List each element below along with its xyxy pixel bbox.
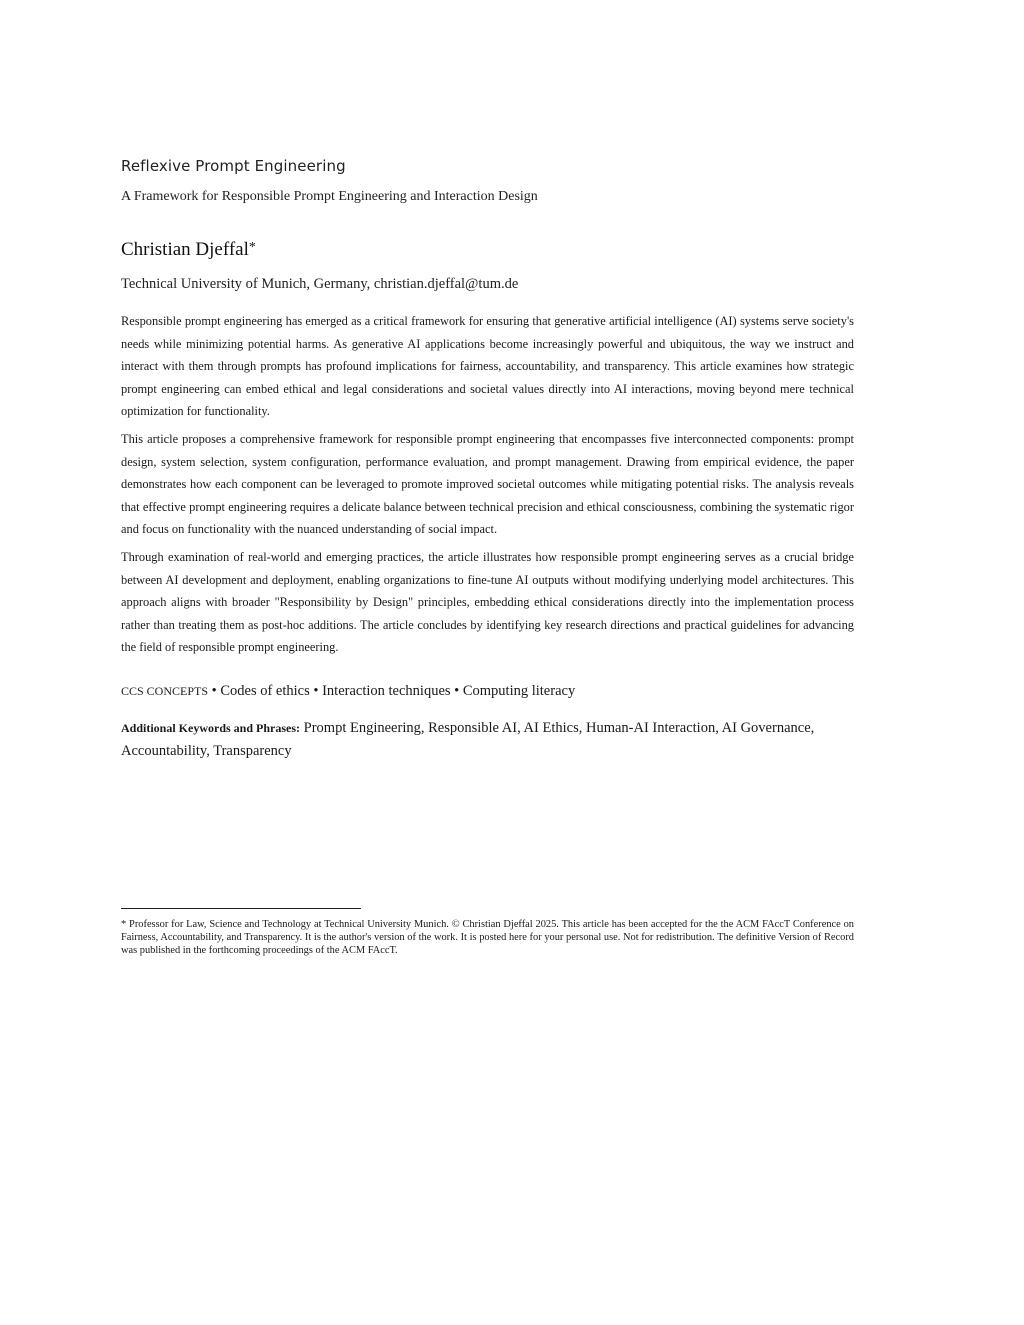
footnote: * Professor for Law, Science and Technology at Technical University Munich. © Christian Djeffal 2025. This article has been accepted for the the ACM FAccT Conference on Fairness, Accountability, and Transparency. It is the author's version of the work. It is posted here for your personal use. Not for redistribution. The definitive Version of Record was published in the forthcoming proceedings of the ACM FAccT. [121,919,854,957]
keywords [121,717,854,763]
ccs-concepts [121,683,854,700]
footnote-divider [121,908,361,909]
keywords-list: Prompt Engineering, Responsible AI, AI Ethics, Human-AI Interaction, AI Governance, Accountability, Transparency [121,720,815,759]
abstract [121,310,854,664]
author-affiliation: Technical University of Munich, Germany, christian.djeffal@tum.de [121,276,519,292]
abstract-paragraph: Responsible prompt engineering has emerged as a critical framework for ensuring that generative artificial intelligence (AI) systems serve society's needs while minimizing potential harms. As generative AI applications become increasingly powerful and ubiquitous, the way we instruct and interact with them through prompts has profound implications for fairness, accountability, and transparency. This article examines how strategic prompt engineering can embed ethical and legal considerations and societal values directly into AI interactions, moving beyond mere technical optimization for functionality. [121,314,854,419]
author-name: Christian Djeffal [121,239,249,260]
ccs-concepts-list: • Codes of ethics • Interaction techniques • Computing literacy [211,683,576,699]
paper-title: Reflexive Prompt Engineering [121,157,346,175]
ccs-label: CCS CONCEPTS [121,684,209,698]
paper-subtitle: A Framework for Responsible Prompt Engineering and Interaction Design [121,189,538,204]
author-line [121,239,854,261]
abstract-paragraph: Through examination of real-world and emerging practices, the article illustrates how responsible prompt engineering serves as a crucial bridge between AI development and deployment, enabling organizations to fine-tune AI outputs without modifying underlying model architectures. This approach aligns with broader "Responsibility by Design" principles, embedding ethical considerations directly into the implementation process rather than treating them as post-hoc additions. The article concludes by identifying key research directions and practical guidelines for advancing the field of responsible prompt engineering. [121,549,854,655]
keywords-label: Additional Keywords and Phrases: [121,721,301,735]
author-footnote-mark[interactable]: * [248,240,256,255]
abstract-paragraph: This article proposes a comprehensive framework for responsible prompt engineering that encompasses five interconnected components: prompt design, system selection, system configuration, performance evaluation, and prompt management. Drawing from empirical evidence, the paper demonstrates how each component can be leveraged to promote improved societal outcomes while mitigating potential risks. The analysis reveals that effective prompt engineering requires a delicate balance between technical precision and ethical consciousness, combining the systematic rigor and focus on functionality with the nuanced understanding of social impact. [121,431,854,537]
